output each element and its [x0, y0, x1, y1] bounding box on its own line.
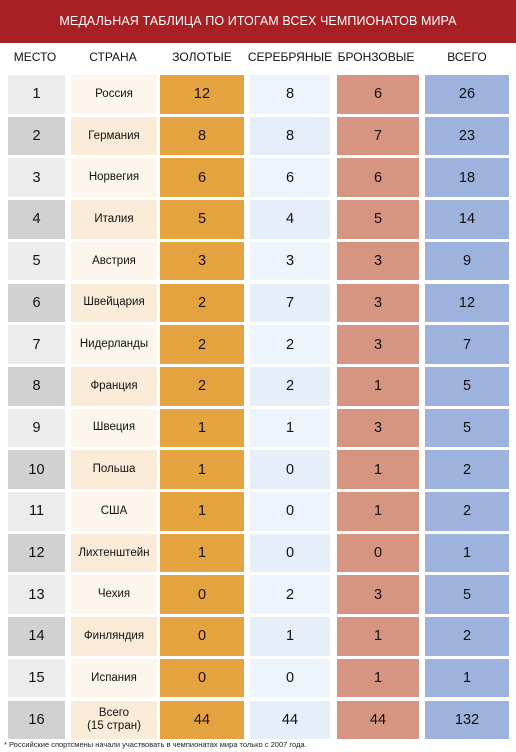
cell-silver: 2: [250, 575, 330, 614]
cell-country: Германия: [71, 117, 157, 156]
cell-place: 15: [8, 659, 65, 698]
cell-country: Россия: [71, 75, 157, 114]
cell-total: 5: [425, 575, 509, 614]
cell-total: 12: [425, 284, 509, 323]
cell-total: 26: [425, 75, 509, 114]
cell-country: Финляндия: [71, 617, 157, 656]
cell-country: Швеция: [71, 409, 157, 448]
cell-gold: 0: [160, 575, 244, 614]
cell-bronze: 5: [337, 200, 419, 239]
cell-gold: 1: [160, 409, 244, 448]
cell-total: 23: [425, 117, 509, 156]
cell-silver: 8: [250, 75, 330, 114]
cell-gold: 2: [160, 325, 244, 364]
cell-place: 11: [8, 492, 65, 531]
header-gold: ЗОЛОТЫЕ: [172, 50, 232, 64]
cell-silver: 1: [250, 409, 330, 448]
cell-total: 9: [425, 242, 509, 281]
header-bronze: БРОНЗОВЫЕ: [337, 50, 415, 64]
cell-total: 5: [425, 409, 509, 448]
cell-silver: 2: [250, 325, 330, 364]
cell-place: 2: [8, 117, 65, 156]
cell-bronze: 1: [337, 659, 419, 698]
cell-bronze: 3: [337, 284, 419, 323]
cell-bronze: 3: [337, 575, 419, 614]
cell-total: 1: [425, 534, 509, 573]
cell-place: 4: [8, 200, 65, 239]
cell-country: Польша: [71, 450, 157, 489]
cell-silver: 0: [250, 492, 330, 531]
cell-bronze: 6: [337, 75, 419, 114]
footnote: * Российские спортсмены начали участвовать в чемпионатах мира только с 2007 года.: [4, 740, 307, 749]
cell-gold: 2: [160, 284, 244, 323]
header-total: ВСЕГО: [447, 50, 487, 64]
header-country: СТРАНА: [89, 50, 137, 64]
cell-place: 6: [8, 284, 65, 323]
cell-country: Испания: [71, 659, 157, 698]
cell-country: Швейцария: [71, 284, 157, 323]
cell-bronze: 1: [337, 450, 419, 489]
cell-country: Нидерланды: [71, 325, 157, 364]
cell-gold: 0: [160, 617, 244, 656]
cell-gold: 2: [160, 367, 244, 406]
cell-bronze: 6: [337, 158, 419, 197]
cell-silver: 4: [250, 200, 330, 239]
country-total-line1: Всего: [98, 706, 130, 719]
cell-place: 12: [8, 534, 65, 573]
cell-silver: 0: [250, 450, 330, 489]
cell-country: [71, 701, 157, 740]
country-total-line2: (15 стран): [87, 719, 141, 732]
cell-place: 10: [8, 450, 65, 489]
cell-total: 18: [425, 158, 509, 197]
cell-total: 2: [425, 617, 509, 656]
cell-bronze: 0: [337, 534, 419, 573]
cell-total: 5: [425, 367, 509, 406]
cell-bronze: 7: [337, 117, 419, 156]
cell-place: 5: [8, 242, 65, 281]
cell-country: Лихтенштейн: [71, 534, 157, 573]
cell-place: 8: [8, 367, 65, 406]
cell-place: 3: [8, 158, 65, 197]
cell-total: 132: [425, 701, 509, 740]
cell-country: Австрия: [71, 242, 157, 281]
cell-bronze: 1: [337, 617, 419, 656]
cell-place: 9: [8, 409, 65, 448]
cell-silver: 3: [250, 242, 330, 281]
cell-silver: 0: [250, 534, 330, 573]
cell-gold: 12: [160, 75, 244, 114]
cell-silver: 8: [250, 117, 330, 156]
cell-bronze: 1: [337, 367, 419, 406]
cell-gold: 8: [160, 117, 244, 156]
cell-gold: 0: [160, 659, 244, 698]
cell-country: США: [71, 492, 157, 531]
cell-place: 16: [8, 701, 65, 740]
cell-bronze: 3: [337, 325, 419, 364]
cell-gold: 5: [160, 200, 244, 239]
cell-total: 14: [425, 200, 509, 239]
cell-country: Норвегия: [71, 158, 157, 197]
cell-bronze: 3: [337, 409, 419, 448]
country-total-label: [87, 707, 141, 733]
header-place: МЕСТО: [13, 50, 57, 64]
cell-place: 13: [8, 575, 65, 614]
cell-gold: 44: [160, 701, 244, 740]
header-silver: СЕРЕБРЯНЫЕ: [247, 50, 333, 64]
cell-total: 2: [425, 450, 509, 489]
cell-gold: 1: [160, 450, 244, 489]
cell-silver: 1: [250, 617, 330, 656]
cell-silver: 2: [250, 367, 330, 406]
cell-bronze: 1: [337, 492, 419, 531]
cell-silver: 44: [250, 701, 330, 740]
cell-place: 1: [8, 75, 65, 114]
cell-total: 2: [425, 492, 509, 531]
cell-silver: 7: [250, 284, 330, 323]
cell-silver: 6: [250, 158, 330, 197]
table-title: МЕДАЛЬНАЯ ТАБЛИЦА ПО ИТОГАМ ВСЕХ ЧЕМПИОНАТОВ МИРА: [0, 0, 516, 43]
cell-bronze: 44: [337, 701, 419, 740]
cell-gold: 1: [160, 492, 244, 531]
cell-place: 14: [8, 617, 65, 656]
cell-total: 1: [425, 659, 509, 698]
cell-country: Италия: [71, 200, 157, 239]
cell-silver: 0: [250, 659, 330, 698]
cell-country: Франция: [71, 367, 157, 406]
cell-place: 7: [8, 325, 65, 364]
cell-gold: 3: [160, 242, 244, 281]
cell-gold: 1: [160, 534, 244, 573]
column-headers: [0, 43, 516, 74]
cell-gold: 6: [160, 158, 244, 197]
cell-country: Чехия: [71, 575, 157, 614]
cell-total: 7: [425, 325, 509, 364]
cell-bronze: 3: [337, 242, 419, 281]
